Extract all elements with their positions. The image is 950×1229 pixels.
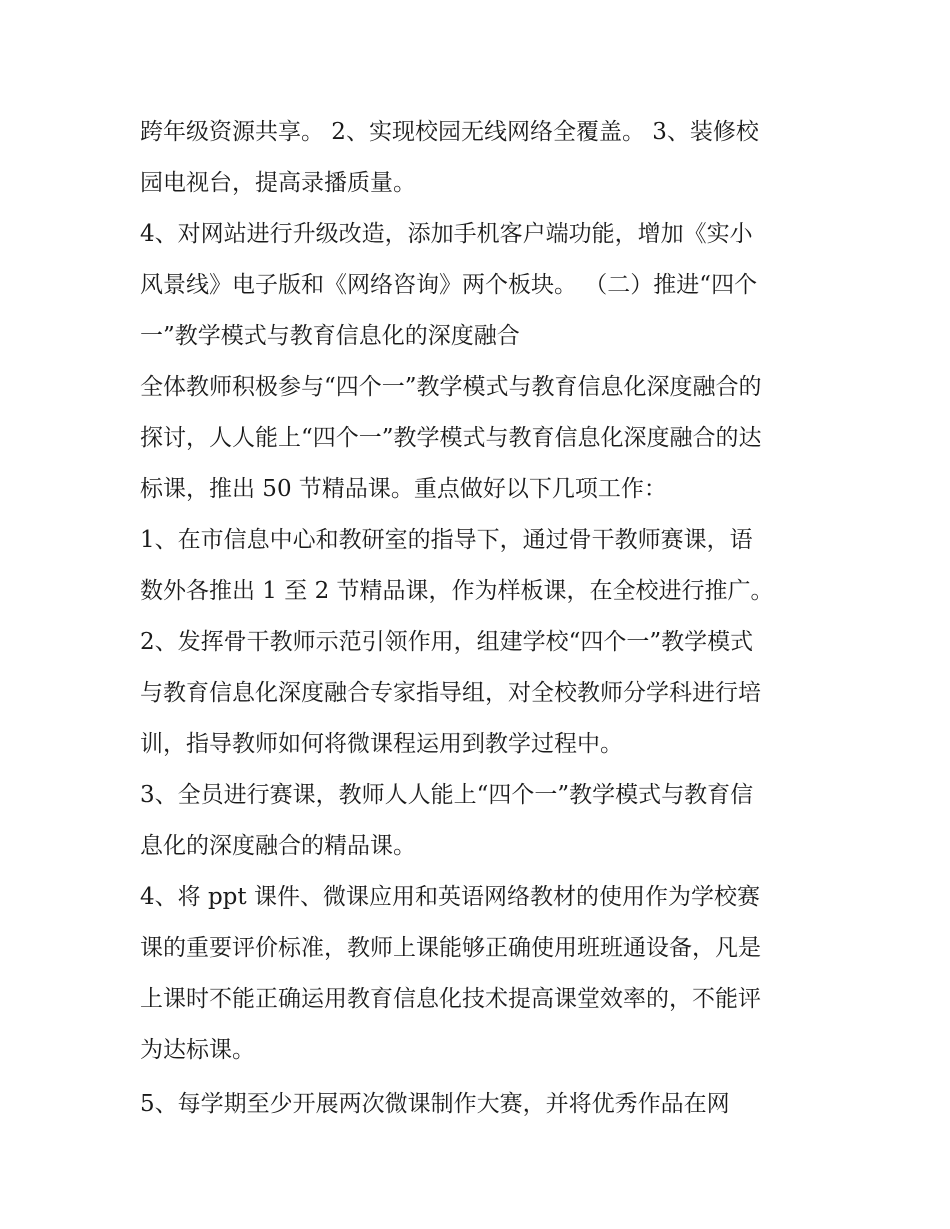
text-line: 一”教学模式与教育信息化的深度融合 <box>140 323 520 349</box>
text-line: 与教育信息化深度融合专家指导组，对全校教师分学科进行培 <box>140 680 761 706</box>
text-line: 息化的深度融合的精品课。 <box>140 833 416 859</box>
text-line: 3、全员进行赛课，教师人人能上“四个一”教学模式与教育信 <box>140 782 754 808</box>
document-body <box>140 107 820 1130</box>
text-line: 4、将 ppt 课件、微课应用和英语网络教材的使用作为学校赛 <box>140 884 760 910</box>
text-line: 风景线》电子版和《网络咨询》两个板块。 （二）推进“四个 <box>140 272 758 298</box>
text-line: 全体教师积极参与“四个一”教学模式与教育信息化深度融合的 <box>140 374 762 400</box>
text-line: 5、每学期至少开展两次微课制作大赛，并将优秀作品在网 <box>140 1091 730 1117</box>
text-line: 2、发挥骨干教师示范引领作用，组建学校“四个一”教学模式 <box>140 629 754 655</box>
text-line: 标课，推出 50 节精品课。重点做好以下几项工作： <box>140 476 667 502</box>
text-line: 园电视台，提高录播质量。 <box>140 170 416 196</box>
text-line: 探讨，人人能上“四个一”教学模式与教育信息化深度融合的达 <box>140 425 762 451</box>
text-line: 跨年级资源共享。 2、实现校园无线网络全覆盖。 3、装修校 <box>140 119 759 145</box>
text-line: 1、在市信息中心和教研室的指导下，通过骨干教师赛课，语 <box>140 527 753 553</box>
text-line: 4、对网站进行升级改造，添加手机客户端功能，增加《实小 <box>140 221 753 247</box>
text-line: 训，指导教师如何将微课程运用到教学过程中。 <box>140 731 623 757</box>
text-line: 课的重要评价标准，教师上课能够正确使用班班通设备，凡是 <box>140 935 761 961</box>
text-line: 数外各推出 1 至 2 节精品课，作为样板课，在全校进行推广。 <box>140 578 774 604</box>
text-line: 为达标课。 <box>140 1037 255 1063</box>
text-line: 上课时不能正确运用教育信息化技术提高课堂效率的，不能评 <box>140 986 761 1012</box>
